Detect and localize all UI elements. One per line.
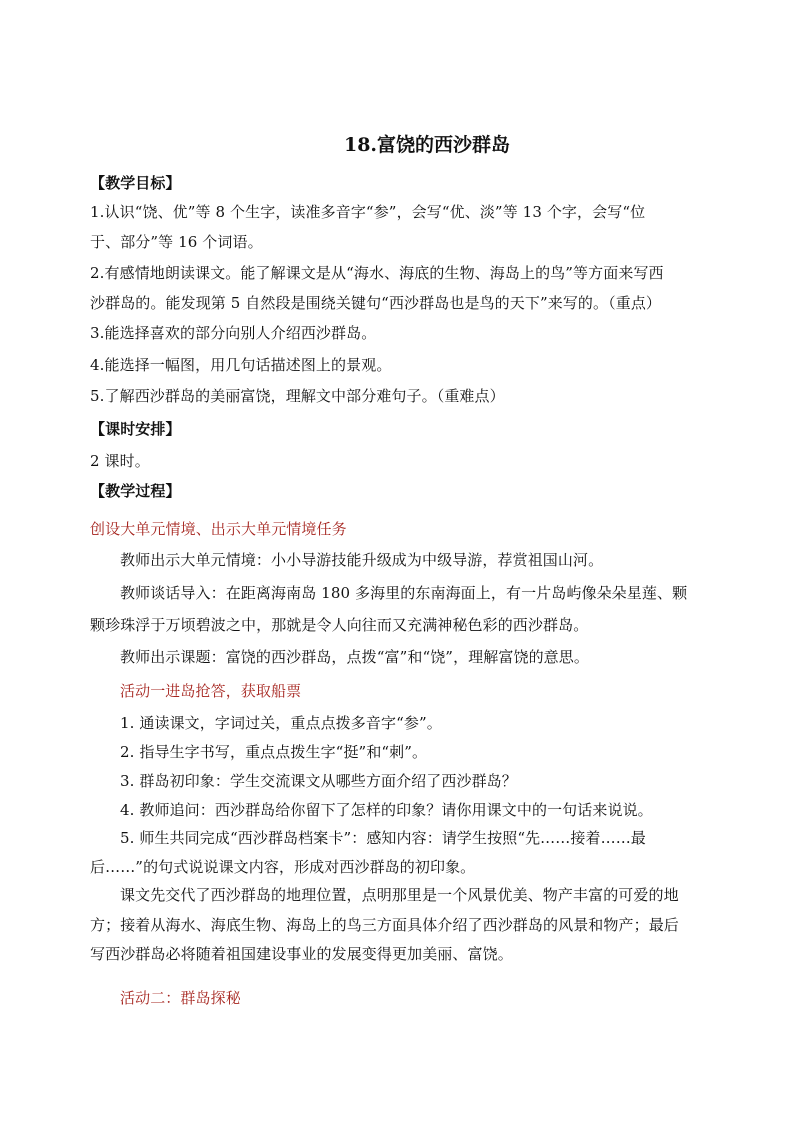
step-line: 5. 师生共同完成“西沙群岛档案卡”：感知内容：请学生按照“先……接着……最 (120, 829, 646, 847)
step-line: 2. 指导生字书写，重点点拨生字“挺”和“刺”。 (120, 743, 428, 761)
schedule-header: 【课时安排】 (90, 420, 181, 438)
summary-line: 方；接着从海水、海底生物、海岛上的鸟三方面具体介绍了西沙群岛的风景和物产；最后 (90, 916, 679, 934)
step-line: 1. 通读课文，字词过关，重点点拨多音字“参”。 (120, 714, 442, 732)
step-line: 3. 群岛初印象：学生交流课文从哪些方面介绍了西沙群岛？ (120, 772, 517, 790)
goal-line: 于、部分”等 16 个词语。 (90, 233, 263, 251)
goal-line: 5.了解西沙群岛的美丽富饶，理解文中部分难句子。（重难点） (90, 387, 505, 405)
step-line: 4. 教师追问：西沙群岛给你留下了怎样的印象？请你用课文中的一句话来说说。 (120, 801, 653, 819)
goal-line: 沙群岛的。能发现第 5 自然段是围绕关键句“西沙群岛也是鸟的天下”来写的。（重点） (90, 294, 662, 312)
intro-line: 颗珍珠浮于万顷碧波之中，那就是令人向往而又充满神秘色彩的西沙群岛。 (90, 616, 589, 634)
activity1-heading: 活动一进岛抢答，获取船票 (120, 682, 302, 700)
goal-line: 4.能选择一幅图，用几句话描述图上的景观。 (90, 356, 392, 374)
intro-line: 教师出示课题：富饶的西沙群岛，点拨“富”和“饶”，理解富饶的意思。 (120, 648, 589, 666)
summary-line: 课文先交代了西沙群岛的地理位置，点明那里是一个风景优美、物产丰富的可爱的地 (120, 886, 679, 904)
goal-line: 1.认识“饶、优”等 8 个生字，读准多音字“参”，会写“优、淡”等 13 个字，会写“位 (90, 203, 646, 221)
goals-header: 【教学目标】 (90, 174, 181, 192)
task-heading: 创设大单元情境、出示大单元情境任务 (90, 520, 347, 538)
summary-line: 写西沙群岛必将随着祖国建设事业的发展变得更加美丽、富饶。 (90, 945, 513, 963)
goal-line: 3.能选择喜欢的部分向别人介绍西沙群岛。 (90, 324, 377, 342)
goal-line: 2.有感情地朗读课文。能了解课文是从“海水、海底的生物、海岛上的鸟”等方面来写西 (90, 264, 664, 282)
intro-line: 教师谈话导入：在距离海南岛 180 多海里的东南海面上，有一片岛屿像朵朵星莲、颗 (120, 584, 688, 602)
activity2-heading: 活动二：群岛探秘 (120, 989, 241, 1007)
schedule-text: 2 课时。 (90, 452, 150, 470)
page-title: 18.富饶的西沙群岛 (343, 134, 511, 156)
step-line: 后……”的句式说说课文内容，形成对西沙群岛的初印象。 (90, 858, 476, 876)
intro-line: 教师出示大单元情境：小小导游技能升级成为中级导游，荐赏祖国山河。 (120, 551, 604, 569)
process-header: 【教学过程】 (90, 482, 181, 500)
